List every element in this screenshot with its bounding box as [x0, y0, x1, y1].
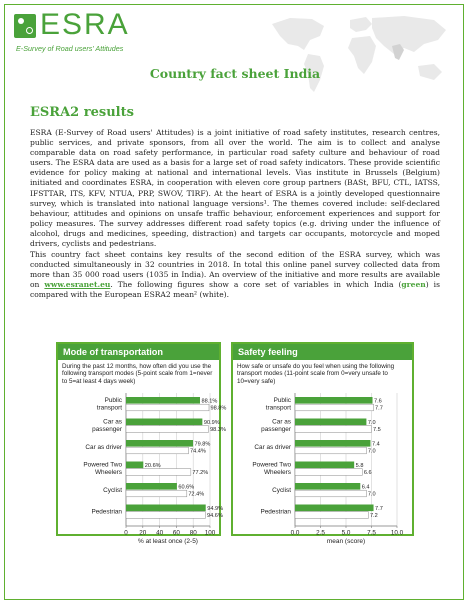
- intro-paragraph: ESRA (E-Survey of Road users' Attitudes) is a joint initiative of road safety institutes, research centres, public services, and private sponsors, from all over the world. The aim is to collect and analyse comparable data on road safety performance, in particular road safety culture and behaviour of road users. The ESRA data are used as a basis for a large set of road safety indicators. These provide scientific evidence for policy making at national and international levels. Vias institute in Brussels (Belgium) initiated and coordinates ESRA, in cooperation with eleven core group partners (BASt, BFU, CTL, IATSS, IFSTTAR, ITS, KFV, NTUA, PRP, SWOV, TIRF). At the heart of ESRA is a jointly developed questionnaire survey, which is translated into national language versions¹. The themes covered include: self-declared behaviour, attitudes and opinions on unsafe traffic behaviour, enforcement experiences and support for policy measures. The survey addresses different road safety topics (e.g. driving under the influence of alcohol, drugs and medicines, speeding, distraction) and targets car occupants, motorcycle and moped drivers, cyclists and pedestrians.: [30, 128, 440, 249]
- india-bar: [126, 505, 206, 512]
- india-bar: [126, 419, 202, 426]
- bar-value-label: 6.6: [363, 470, 372, 477]
- europe-bar: [126, 404, 209, 411]
- europe-bar: [126, 426, 209, 433]
- europe-bar: [126, 512, 205, 519]
- x-tick-label: 80: [189, 529, 197, 537]
- x-tick-label: 2.5: [316, 529, 325, 537]
- category-label: Public: [273, 397, 291, 405]
- bar-value-label: 7.4: [371, 441, 380, 448]
- india-bar: [295, 440, 370, 447]
- bar-value-label: 77.2%: [192, 470, 209, 477]
- category-label: Powered Two: [83, 461, 122, 469]
- x-tick-label: 7.5: [367, 529, 376, 537]
- bar-value-label: 5.8: [355, 462, 364, 469]
- x-tick-label: 0.0: [290, 529, 300, 537]
- europe-bar: [295, 447, 366, 454]
- overview-paragraph: [30, 250, 440, 300]
- mode-of-transportation-panel: [56, 342, 227, 545]
- bar-value-label: 98.8%: [210, 405, 227, 412]
- bar-value-label: 7.5: [373, 427, 381, 434]
- section-heading: ESRA2 results: [30, 105, 134, 120]
- x-tick-label: 0: [124, 529, 128, 537]
- india-bar: [295, 419, 366, 426]
- bar-value-label: 7.7: [375, 405, 383, 412]
- bar-value-label: 7.7: [375, 505, 383, 512]
- india-bar: [126, 440, 193, 447]
- safety-feeling-title: Safety feeling: [233, 344, 412, 360]
- x-tick-label: 100: [204, 529, 216, 537]
- category-label: Pedestrian: [260, 508, 291, 516]
- europe-bar: [295, 469, 362, 476]
- india-bar: [126, 462, 143, 469]
- bar-value-label: 98.3%: [210, 427, 226, 434]
- india-bar: [295, 505, 374, 512]
- safety-feeling-chart: [233, 344, 412, 545]
- bar-value-label: 7.0: [367, 448, 376, 455]
- bar-value-label: 60.6%: [178, 484, 195, 491]
- category-label: Cyclist: [272, 486, 291, 494]
- europe-bar: [295, 426, 372, 433]
- logo-road-user-icon: [14, 14, 36, 38]
- india-bar: [295, 397, 373, 404]
- overview-text-2: . The following figures show a core set of variables in which India (: [110, 280, 402, 290]
- bar-value-label: 7.6: [374, 398, 382, 405]
- fact-sheet-title: Country fact sheet India: [149, 66, 321, 81]
- bar-value-label: 94.9%: [207, 505, 224, 512]
- x-axis-title: % at least once (2-5): [138, 538, 198, 545]
- europe-bar: [126, 469, 191, 476]
- x-axis-title: mean (score): [326, 538, 366, 545]
- bar-value-label: 94.6%: [206, 513, 223, 520]
- x-tick-label: 60: [172, 529, 180, 537]
- europe-bar: [295, 490, 366, 497]
- europe-bar: [295, 512, 368, 519]
- mode-of-transportation-question: During the past 12 months, how often did you use the following transport modes (5-point scale from 1=never to 5=at least 4 days week): [62, 363, 213, 385]
- category-label: Powered Two: [252, 461, 291, 469]
- category-label: Car as driver: [254, 443, 291, 451]
- bar-value-label: 88.1%: [201, 398, 218, 405]
- india-bar: [126, 397, 200, 404]
- logo-subtitle: E-Survey of Road users' Attitudes: [16, 44, 124, 53]
- category-label: Public: [104, 397, 122, 405]
- green-keyword: green: [401, 280, 426, 290]
- india-bar: [295, 462, 354, 469]
- category-label: Car as driver: [85, 443, 122, 451]
- mode-of-transportation-chart: [58, 344, 227, 545]
- category-label: Pedestrian: [91, 508, 122, 516]
- category-label: passenger: [261, 426, 291, 434]
- category-label: Car as: [103, 418, 122, 426]
- bar-value-label: 72.4%: [188, 491, 205, 498]
- europe-bar: [295, 404, 374, 411]
- india-bar: [126, 483, 177, 490]
- category-label: Cyclist: [103, 486, 122, 494]
- category-label: transport: [265, 404, 291, 412]
- bar-value-label: 74.4%: [189, 448, 206, 455]
- x-tick-label: 10.0: [390, 529, 404, 537]
- bar-value-label: 79.8%: [194, 441, 211, 448]
- esranet-link[interactable]: www.esranet.eu: [44, 280, 111, 290]
- overview-text-1: This country fact sheet contains key results of the second edition of the ESRA survey, which was conducted simultaneously in 32 countries in 2018. In total this online panel survey collected data from more than 35 000 road users (1035 in India). An overview of the initiative and more results are available on: [30, 250, 440, 290]
- esra-logo: [14, 8, 164, 57]
- logo-wordmark: ESRA: [40, 8, 130, 41]
- bar-value-label: 7.0: [367, 419, 376, 426]
- overview-text-3: ) is compared with the European ESRA2 mean² (white).: [30, 280, 440, 300]
- x-tick-label: 20: [139, 529, 147, 537]
- world-map-graphic: [268, 10, 454, 100]
- x-tick-label: 40: [156, 529, 164, 537]
- europe-bar: [126, 447, 188, 454]
- mode-of-transportation-title: Mode of transportation: [58, 344, 219, 360]
- category-label: Car as: [272, 418, 291, 426]
- bar-value-label: 7.0: [367, 491, 376, 498]
- category-label: transport: [96, 404, 122, 412]
- category-label: Wheelers: [264, 469, 291, 477]
- india-bar: [295, 483, 360, 490]
- bar-value-label: 90.9%: [203, 419, 220, 426]
- category-label: Wheelers: [95, 469, 122, 477]
- x-tick-label: 5.0: [341, 529, 351, 537]
- bar-value-label: 6.4: [361, 484, 370, 491]
- bar-value-label: 7.2: [369, 513, 378, 520]
- safety-feeling-panel: [231, 342, 414, 545]
- bar-value-label: 20.6%: [144, 462, 161, 469]
- europe-bar: [126, 490, 187, 497]
- category-label: passenger: [92, 426, 122, 434]
- safety-feeling-question: How safe or unsafe do you feel when using the following transport modes (11-point scale from 0=very unsafe to 10=very safe): [237, 363, 395, 385]
